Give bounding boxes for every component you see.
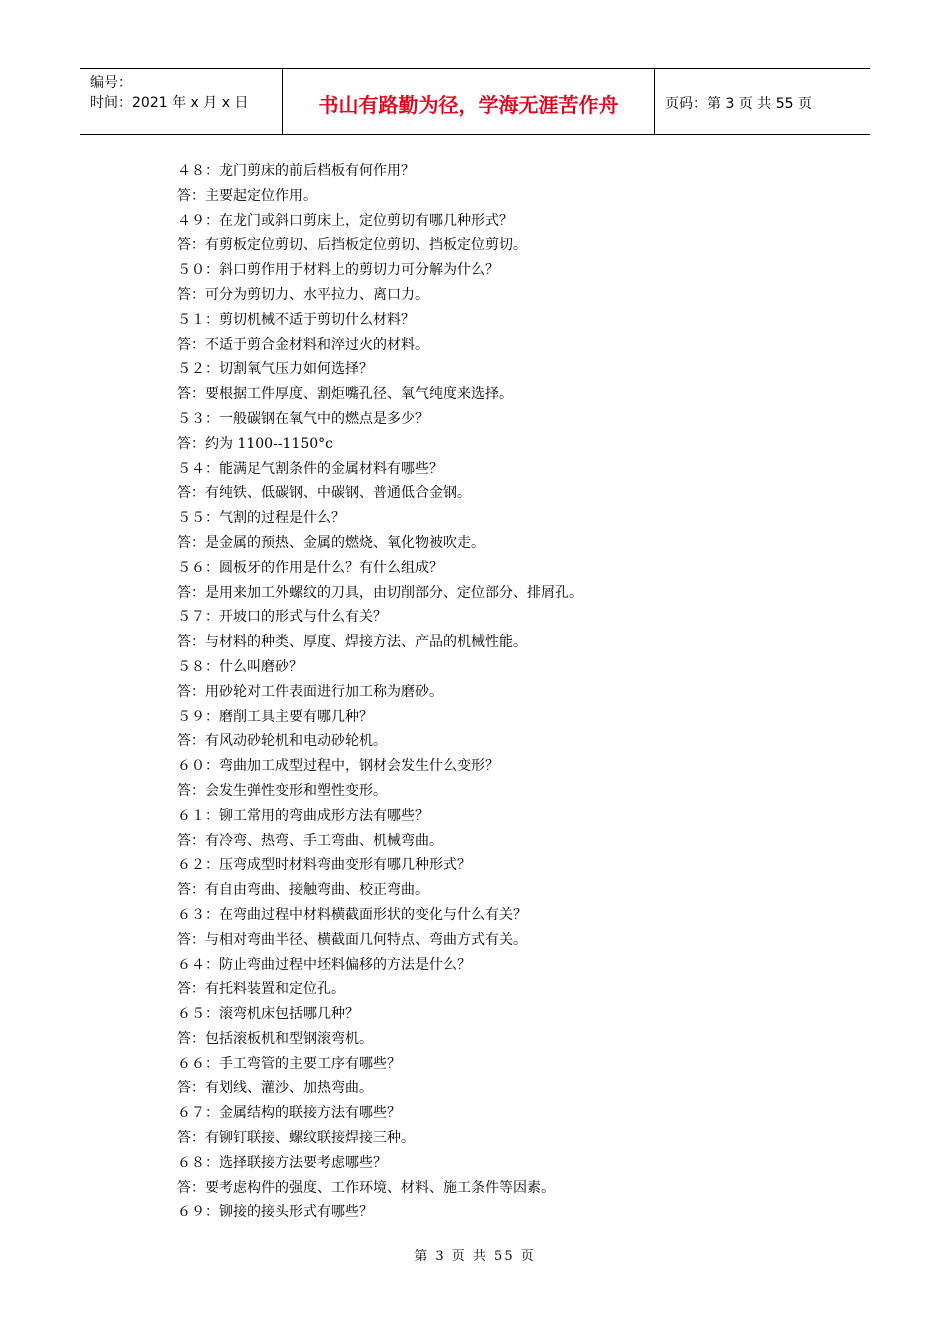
answer-line: 答：与相对弯曲半径、横截面几何特点、弯曲方式有关。 bbox=[177, 931, 527, 948]
question-line: ６７：金属结构的联接方法有哪些？ bbox=[177, 1105, 401, 1122]
question-line: ５１：剪切机械不适于剪切什么材料？ bbox=[177, 311, 415, 328]
answer-line: 答：有风动砂轮机和电动砂轮机。 bbox=[177, 733, 387, 750]
answer-line: 答：有划线、灌沙、加热弯曲。 bbox=[177, 1080, 373, 1097]
answer-line: 答：有托料装置和定位孔。 bbox=[177, 981, 345, 998]
page-footer: 第 3 页 共 55 页 bbox=[414, 1249, 536, 1264]
document-body bbox=[177, 159, 867, 1225]
question-line: ５８：什么叫磨砂？ bbox=[177, 658, 303, 675]
question-line: ５３：一般碳钢在氧气中的燃点是多少？ bbox=[177, 410, 429, 427]
answer-line: 答：约为 1100--1150°c bbox=[177, 435, 334, 452]
header-motto: 书山有路勤为径，学海无涯苦作舟 bbox=[282, 69, 655, 134]
question-line: ６３：在弯曲过程中材料横截面形状的变化与什么有关？ bbox=[177, 906, 527, 923]
header-page-info: 页码：第 3 页 共 55 页 bbox=[665, 95, 812, 112]
question-line: ５４：能满足气割条件的金属材料有哪些？ bbox=[177, 460, 443, 477]
question-line: ６４：防止弯曲过程中坯料偏移的方法是什么？ bbox=[177, 956, 471, 973]
question-line: ６９：铆接的接头形式有哪些？ bbox=[177, 1204, 373, 1221]
question-line: ６８：选择联接方法要考虑哪些？ bbox=[177, 1154, 387, 1171]
page-header bbox=[80, 68, 870, 135]
question-line: ６２：压弯成型时材料弯曲变形有哪几种形式？ bbox=[177, 857, 471, 874]
question-line: ４９：在龙门或斜口剪床上，定位剪切有哪几种形式？ bbox=[177, 212, 513, 229]
answer-line: 答：用砂轮对工件表面进行加工称为磨砂。 bbox=[177, 683, 443, 700]
answer-line: 答：有剪板定位剪切、后挡板定位剪切、挡板定位剪切。 bbox=[177, 237, 527, 254]
question-line: ５７：开坡口的形式与什么有关？ bbox=[177, 609, 387, 626]
question-line: ６５：滚弯机床包括哪几种？ bbox=[177, 1006, 359, 1023]
question-line: ５９：磨削工具主要有哪几种？ bbox=[177, 708, 373, 725]
answer-line: 答：主要起定位作用。 bbox=[177, 187, 317, 204]
question-line: ６６：手工弯管的主要工序有哪些？ bbox=[177, 1055, 401, 1072]
question-line: ５０：斜口剪作用于材料上的剪切力可分解为什么？ bbox=[177, 262, 499, 279]
answer-line: 答：是金属的预热、金属的燃烧、氧化物被吹走。 bbox=[177, 534, 485, 551]
answer-line: 答：可分为剪切力、水平拉力、离口力。 bbox=[177, 286, 429, 303]
document-number-label: 编号： bbox=[90, 75, 132, 91]
answer-line: 答：不适于剪合金材料和淬过火的材料。 bbox=[177, 336, 429, 353]
question-line: ５６：圆板牙的作用是什么？有什么组成？ bbox=[177, 559, 443, 576]
answer-line: 答：与材料的种类、厚度、焊接方法、产品的机械性能。 bbox=[177, 634, 527, 651]
question-line: ５２：切割氧气压力如何选择？ bbox=[177, 361, 373, 378]
answer-line: 答：是用来加工外螺纹的刀具，由切削部分、定位部分、排屑孔。 bbox=[177, 584, 583, 601]
document-time-label: 时间：2021 年 x 月 x 日 bbox=[90, 95, 249, 111]
answer-line: 答：有铆钉联接、螺纹联接焊接三种。 bbox=[177, 1130, 415, 1147]
question-line: ６０：弯曲加工成型过程中，钢材会发生什么变形？ bbox=[177, 758, 499, 775]
question-line: ６１：铆工常用的弯曲成形方法有哪些？ bbox=[177, 807, 429, 824]
header-meta bbox=[80, 69, 282, 134]
answer-line: 答：要根据工件厚度、割炬嘴孔径、氧气纯度来选择。 bbox=[177, 386, 513, 403]
question-line: ４８：龙门剪床的前后档板有何作用？ bbox=[177, 163, 415, 179]
answer-line: 答：有冷弯、热弯、手工弯曲、机械弯曲。 bbox=[177, 832, 443, 849]
answer-line: 答：有自由弯曲、接触弯曲、校正弯曲。 bbox=[177, 882, 429, 899]
answer-line: 答：会发生弹性变形和塑性变形。 bbox=[177, 782, 387, 799]
answer-line: 答：要考虑构件的强度、工作环境、材料、施工条件等因素。 bbox=[177, 1179, 555, 1196]
question-line: ５５：气割的过程是什么？ bbox=[177, 510, 345, 527]
answer-line: 答：包括滚板机和型钢滚弯机。 bbox=[177, 1030, 373, 1047]
answer-line: 答：有纯铁、低碳钢、中碳钢、普通低合金钢。 bbox=[177, 485, 471, 502]
